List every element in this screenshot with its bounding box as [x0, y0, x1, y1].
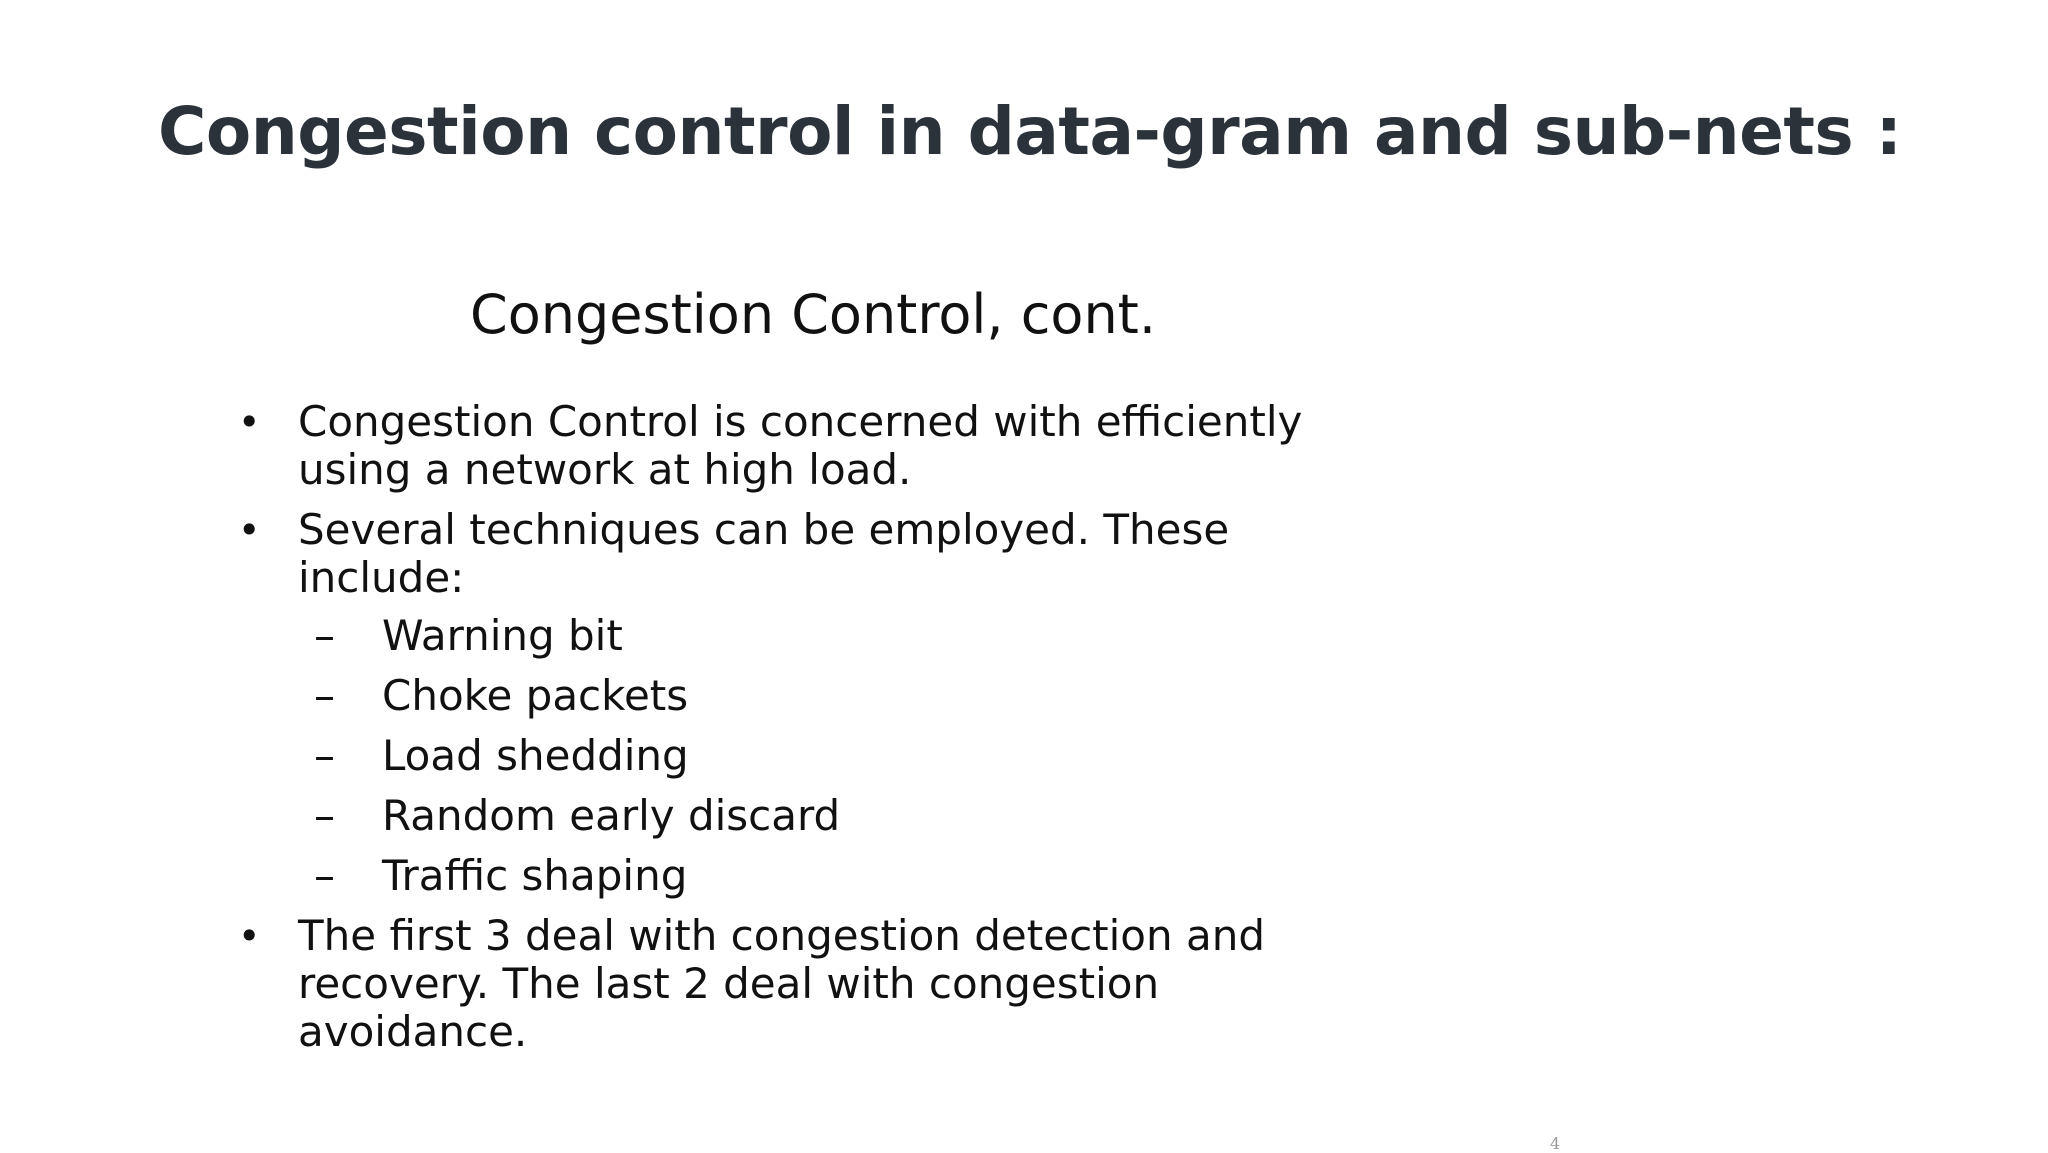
bullet-text: Several techniques can be employed. These include:: [298, 505, 1230, 602]
bullet-marker: •: [238, 508, 261, 552]
page-number: 4: [1550, 1134, 1561, 1153]
bullet-marker: •: [238, 914, 261, 958]
bullet-marker: •: [238, 400, 261, 444]
sub-bullet-text: Random early discard: [382, 791, 841, 840]
dash-marker: –: [314, 671, 335, 720]
sub-bullet-item: [314, 672, 1550, 720]
embedded-slide-title: Congestion Control, cont.: [470, 283, 1157, 346]
sub-bullet-text: Traffic shaping: [382, 851, 688, 900]
sub-bullet-text: Choke packets: [382, 671, 689, 720]
dash-marker: –: [314, 731, 335, 780]
dash-marker: –: [314, 611, 335, 660]
dash-marker: –: [314, 791, 335, 840]
sub-bullet-text: Load shedding: [382, 731, 689, 780]
sub-bullet-item: [314, 852, 1550, 900]
bullet-item: [230, 398, 1550, 494]
bullet-item: [230, 912, 1550, 1056]
bullet-item: [230, 506, 1550, 900]
sub-bullet-item: [314, 732, 1550, 780]
page-title: Congestion control in data-gram and sub-nets :: [158, 93, 1902, 170]
sub-bullet-item: [314, 612, 1550, 660]
bullet-list: [230, 398, 1550, 1068]
sub-bullet-text: Warning bit: [382, 611, 623, 660]
dash-marker: –: [314, 851, 335, 900]
sub-bullet-list: [298, 612, 1550, 900]
bullet-text: Congestion Control is concerned with efficiently using a network at high load.: [298, 397, 1303, 494]
embedded-slide-image: [230, 270, 1550, 1090]
bullet-text: The first 3 deal with congestion detection and recovery. The last 2 deal with congestion avoidance.: [298, 911, 1265, 1056]
sub-bullet-item: [314, 792, 1550, 840]
